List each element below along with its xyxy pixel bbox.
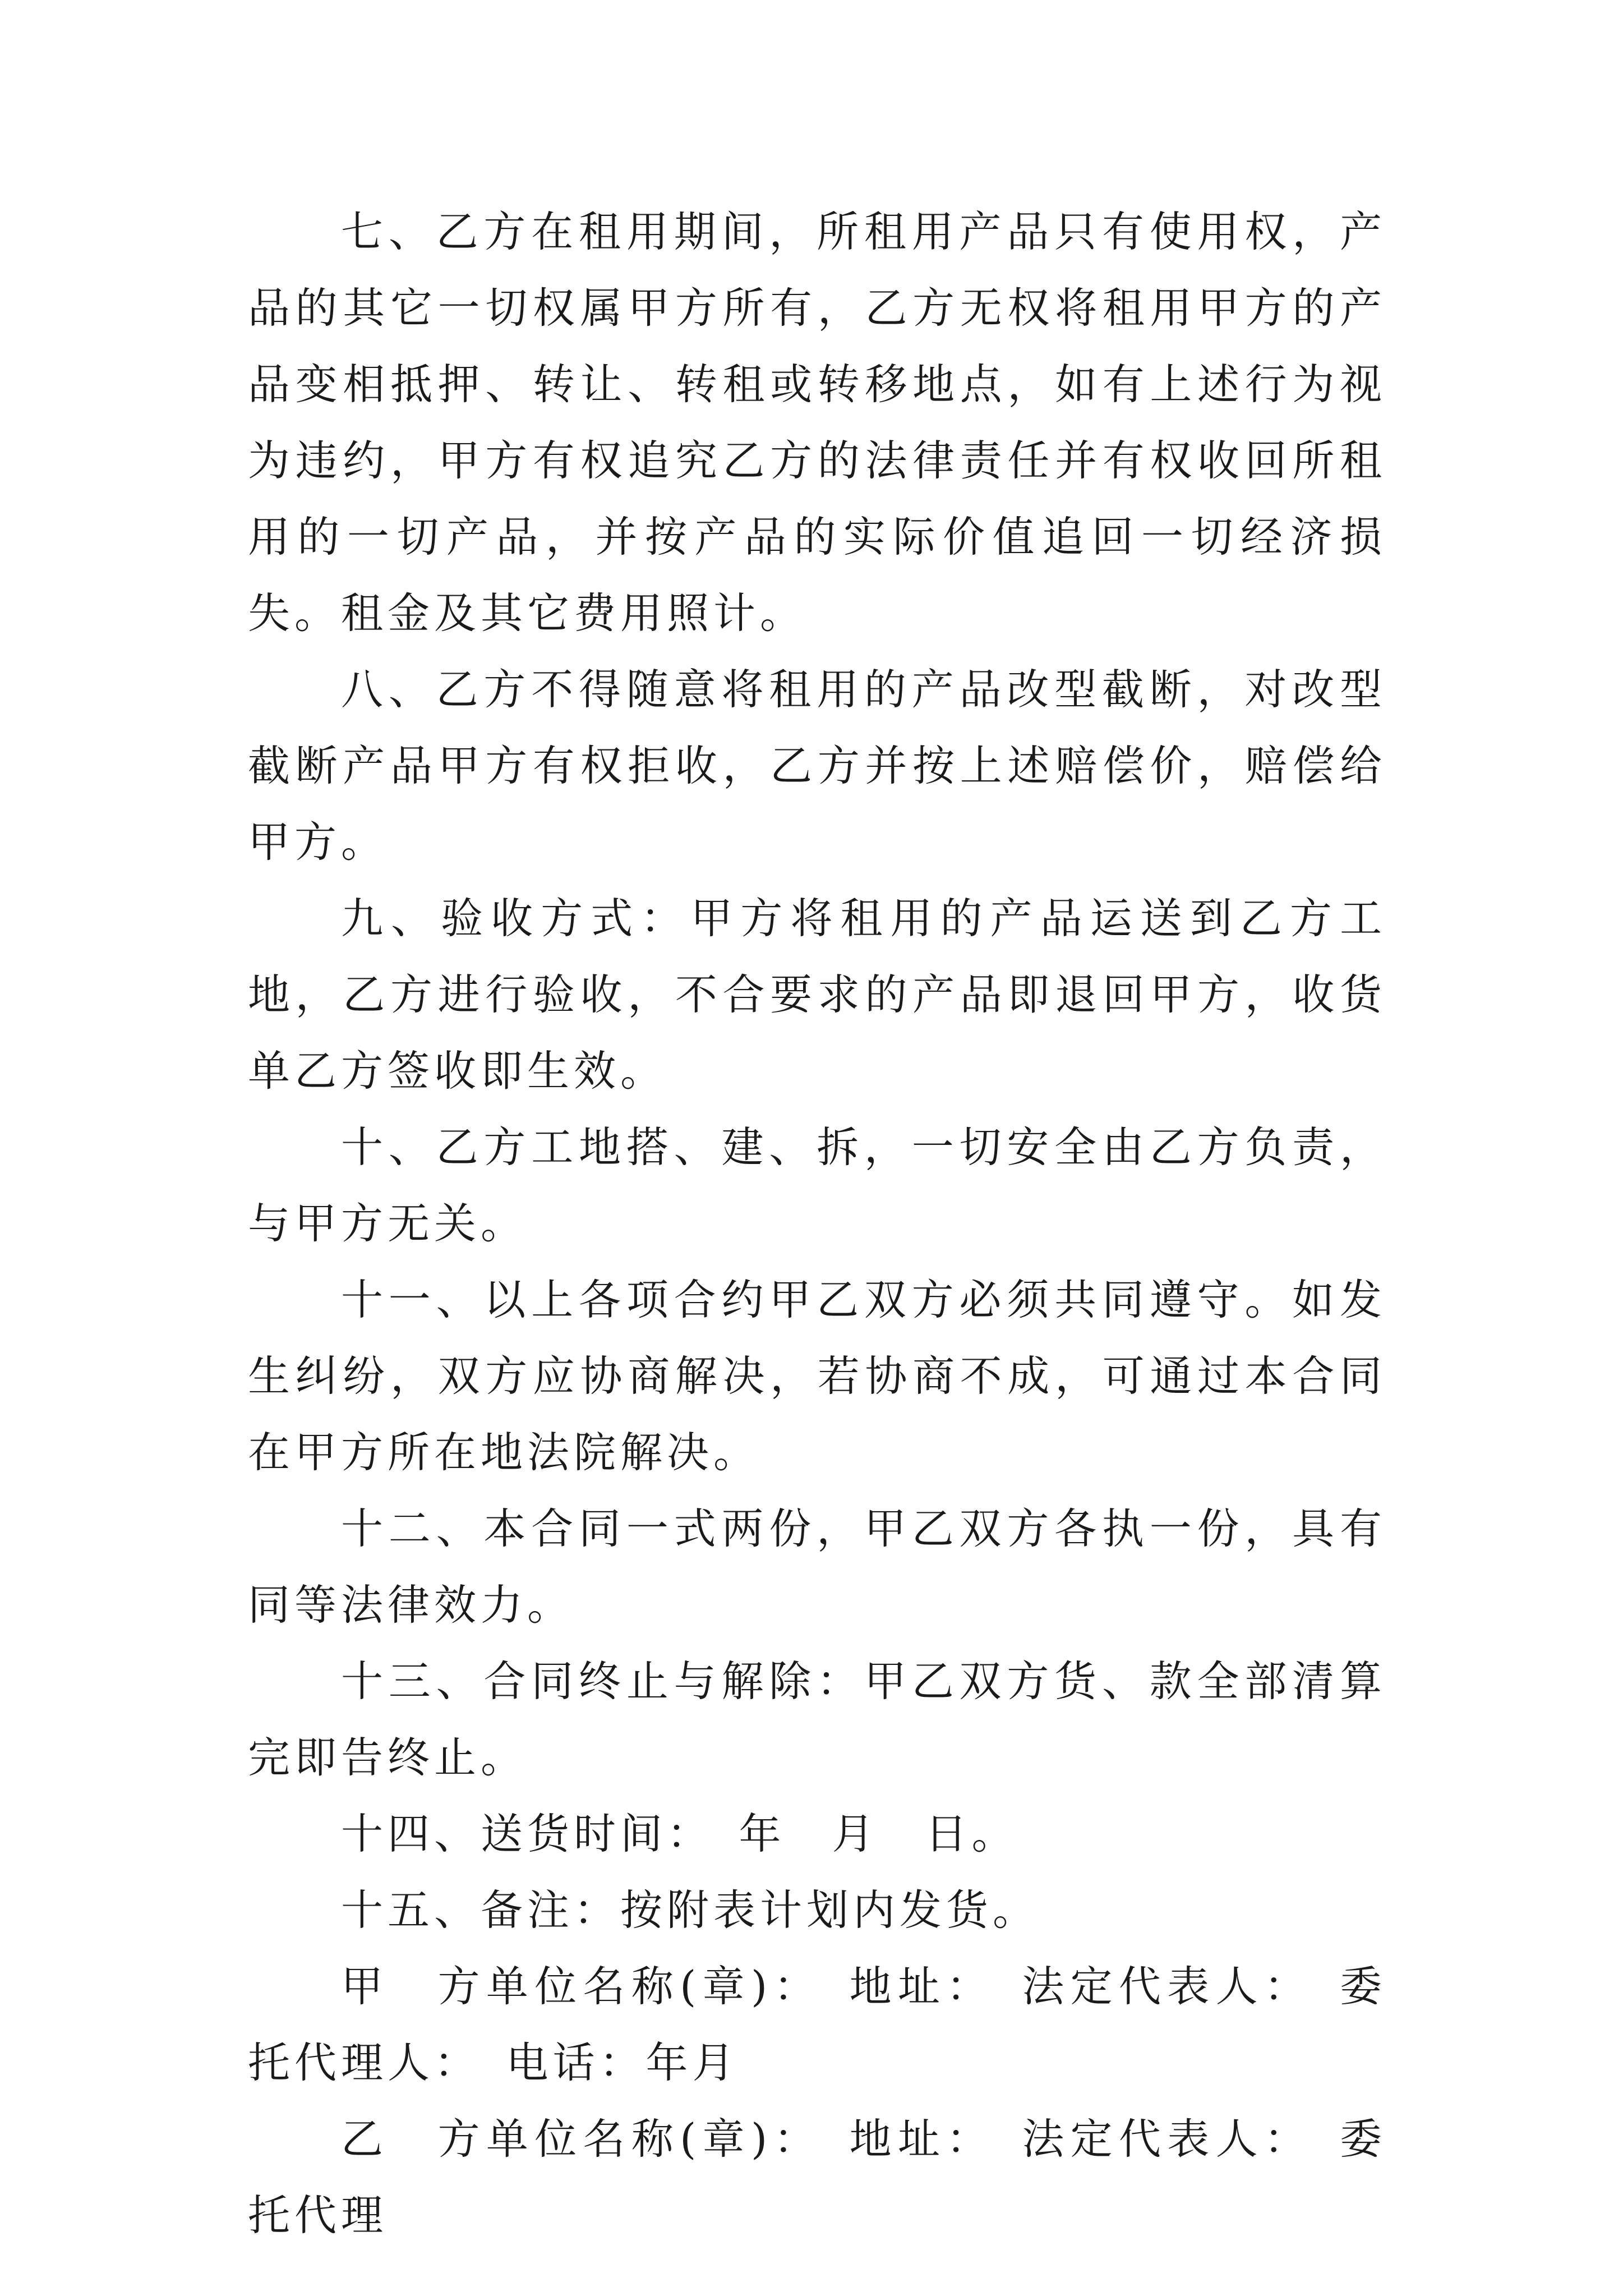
party-a-signature-block: 甲 方单位名称(章)： 地址： 法定代表人： 委托代理人： 电话：年月 [248, 1962, 1386, 2087]
clause-7: 七、乙方在租用期间，所租用产品只有使用权，产品的其它一切权属甲方所有，乙方无权将租用甲方的产品变相抵押、转让、转租或转移地点，如有上述行为视为违约，甲方有权追究乙方的法律责任并有权收回所租用的一切产品，并按产品的实际价值追回一切经济损失。租金及其它费用照计。 [248, 207, 1386, 638]
party-b-signature-block: 乙 方单位名称(章)： 地址： 法定代表人： 委托代理 [248, 2114, 1386, 2240]
document-body [248, 194, 1386, 2253]
clause-15: 十五、备注：按附表计划内发货。 [341, 1885, 1040, 1935]
clause-14: 十四、送货时间： 年 月 日。 [341, 1809, 1018, 1858]
clause-8: 八、乙方不得随意将租用的产品改型截断，对改型截断产品甲方有权拒收，乙方并按上述赔偿价，赔偿给甲方。 [248, 665, 1386, 867]
clause-11: 十一、以上各项合约甲乙双方必须共同遵守。如发生纠纷，双方应协商解决，若协商不成，可通过本合同在甲方所在地法院解决。 [248, 1275, 1386, 1477]
clause-13: 十三、合同终止与解除：甲乙双方货、款全部清算完即告终止。 [248, 1657, 1386, 1782]
clause-12: 十二、本合同一式两份，甲乙双方各执一份，具有同等法律效力。 [248, 1504, 1386, 1630]
clause-10: 十、乙方工地搭、建、拆，一切安全由乙方负责，与甲方无关。 [248, 1122, 1386, 1248]
clause-9: 九、验收方式：甲方将租用的产品运送到乙方工地，乙方进行验收，不合要求的产品即退回甲方，收货单乙方签收即生效。 [248, 894, 1386, 1096]
